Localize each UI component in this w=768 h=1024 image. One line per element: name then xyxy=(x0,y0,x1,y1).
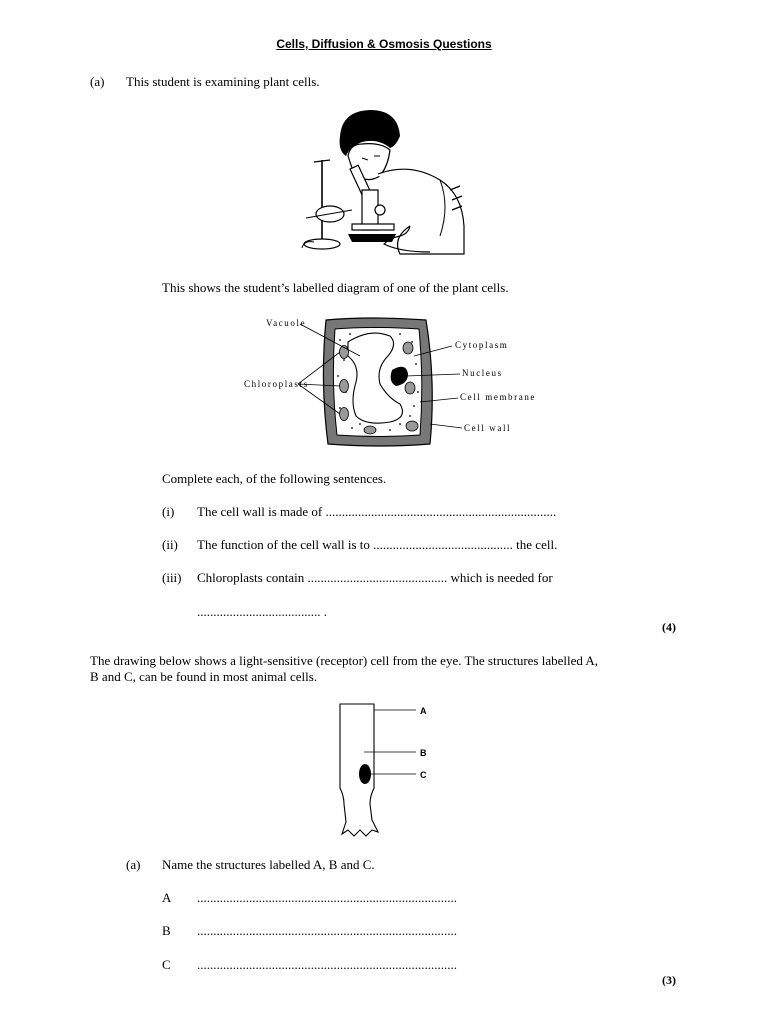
part-text: Name the structures labelled A, B and C. xyxy=(162,857,375,872)
part-text: The cell wall is made of ....................................................................... xyxy=(197,504,557,519)
label-b: B xyxy=(420,748,427,758)
question-label: (a) xyxy=(90,74,105,89)
part-label: (a) xyxy=(126,857,141,872)
diagram-intro: This shows the student’s labelled diagram of one of the plant cells. xyxy=(162,280,509,295)
part-text: The function of the cell wall is to ........................................... the cell. xyxy=(197,537,558,552)
answer-letter: C xyxy=(162,957,171,972)
answer-line[interactable]: ................................................................................ xyxy=(197,923,457,938)
label-chloroplasts: Chloroplasts xyxy=(244,379,309,389)
label-cell-wall: Cell wall xyxy=(464,423,512,433)
part-text: Chloroplasts contain ........................................... which is needed for xyxy=(197,570,553,585)
answer-line[interactable]: ................................................................................ xyxy=(197,957,457,972)
q2-intro-line2: B and C, can be found in most animal cells. xyxy=(90,669,318,684)
student-microscope-illustration xyxy=(300,106,470,256)
marks: (3) xyxy=(662,973,676,987)
label-cytoplasm: Cytoplasm xyxy=(455,340,509,350)
answer-continuation: ...................................... . xyxy=(197,604,327,619)
label-cell-membrane: Cell membrane xyxy=(460,392,537,402)
page-title: Cells, Diffusion & Osmosis Questions xyxy=(276,37,492,51)
marks: (4) xyxy=(662,620,676,634)
question-intro: This student is examining plant cells. xyxy=(126,74,320,89)
answer-letter: A xyxy=(162,890,172,905)
part-number: (i) xyxy=(162,504,175,519)
instruction: Complete each, of the following sentences. xyxy=(162,471,387,486)
label-nucleus: Nucleus xyxy=(462,368,503,378)
part-number: (ii) xyxy=(162,537,178,552)
answer-line[interactable]: ................................................................................ xyxy=(197,890,457,905)
part-number: (iii) xyxy=(162,570,182,585)
q2-intro-line1: The drawing below shows a light-sensitive (receptor) cell from the eye. The structures labelled A, xyxy=(90,653,599,668)
answer-letter: B xyxy=(162,923,171,938)
label-a: A xyxy=(420,706,427,716)
label-c: C xyxy=(420,770,427,780)
label-vacuole: Vacuole xyxy=(266,318,307,328)
